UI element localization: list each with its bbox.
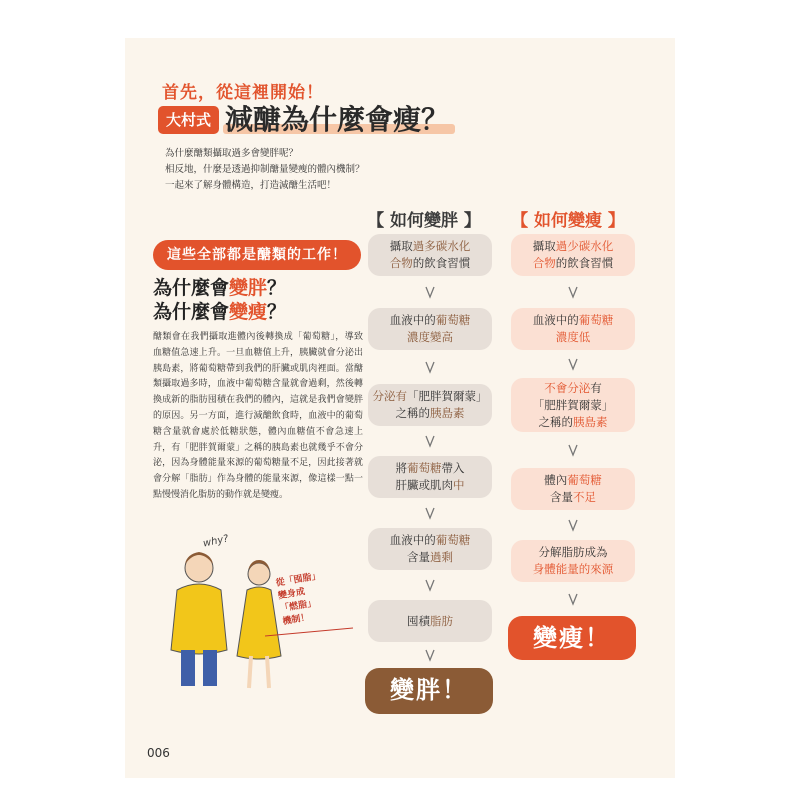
step-line [390, 532, 471, 549]
thin-step-box [511, 378, 635, 432]
step-text: 含量 [550, 490, 573, 504]
step-text: 血液中的 [532, 313, 579, 327]
step-line [407, 329, 453, 346]
step-text: 過多碳水化 [412, 239, 471, 253]
step-text: 葡萄糖 [567, 473, 602, 487]
down-arrow-icon [565, 284, 581, 300]
down-arrow-icon [422, 577, 438, 593]
step-text: 合物 [389, 256, 413, 270]
step-line [396, 477, 465, 494]
step-text: 「肥胖賀爾蒙」 [532, 397, 614, 412]
step-text: 「肥胖賀爾蒙」 [407, 389, 488, 403]
page-title: 減醣為什麼會瘦？ [225, 103, 450, 136]
down-arrow-icon [422, 359, 438, 375]
note-line: 變身成 [277, 587, 306, 602]
page-number: 006 [147, 746, 170, 760]
step-text: 含量 [407, 550, 430, 564]
note-line: 從「囤脂」 [275, 571, 322, 589]
step-line [533, 397, 614, 414]
down-arrow-icon [422, 505, 438, 521]
heading-text: ？ [267, 301, 287, 323]
step-text: 的飲食習慣 [555, 256, 614, 270]
heading-text: 為什麼會 [153, 301, 230, 323]
step-text: 脂肪 [430, 613, 453, 628]
down-arrow-icon [565, 442, 581, 458]
step-text: 身體能量的來源 [532, 562, 614, 576]
step-text: 的飲食習慣 [412, 256, 471, 270]
note-underline [265, 626, 355, 638]
mechanism-note [275, 570, 328, 629]
step-text: 過剩 [430, 550, 453, 564]
step-text: 葡萄糖 [435, 313, 471, 327]
down-arrow-icon [565, 356, 581, 372]
step-text: 過少碳水化 [555, 239, 614, 253]
step-line [390, 255, 471, 272]
note-line: 機制！ [281, 612, 311, 628]
step-text: 有 [590, 380, 602, 395]
intro-line: 為什麼醣類攝取過多會變胖呢？ [165, 148, 299, 159]
step-text: 濃度低 [555, 330, 591, 344]
step-line [544, 472, 602, 489]
heading-highlight: 變胖 [229, 277, 268, 299]
step-text: 合物 [532, 256, 556, 270]
how-to-lose-header: 【 如何變瘦 】 [511, 211, 625, 231]
step-text: 葡萄糖 [578, 313, 614, 327]
step-text: 之稱的 [395, 406, 430, 420]
fat-step-box [368, 308, 492, 350]
how-to-gain-header: 【 如何變胖 】 [367, 211, 481, 231]
step-line [407, 549, 453, 566]
step-text: 濃度變高 [407, 330, 453, 344]
step-text: 血液中的 [389, 313, 436, 327]
step-line [533, 238, 614, 255]
step-line [533, 561, 614, 578]
why-handwriting: why? [202, 533, 230, 550]
why-heading [153, 276, 286, 324]
step-line [539, 544, 608, 561]
step-line [396, 460, 465, 477]
step-text: 分泌有 [372, 389, 407, 403]
step-line [533, 255, 614, 272]
step-text: 胰島素 [573, 414, 608, 429]
step-line [396, 405, 465, 422]
thin-step-box [511, 540, 635, 582]
intro-text [165, 146, 365, 194]
step-text: 血液中的 [389, 533, 436, 547]
step-line [373, 388, 488, 405]
down-arrow-icon [422, 647, 438, 663]
step-text: 胰島素 [430, 406, 465, 420]
down-arrow-icon [422, 433, 438, 449]
step-line [407, 613, 453, 630]
down-arrow-icon [422, 284, 438, 300]
fat-step-box [368, 234, 492, 276]
heading-highlight: 變瘦 [229, 301, 268, 323]
intro-line: 一起來了解身體構造，打造減醣生活吧！ [165, 180, 337, 191]
heading-text: 為什麼會 [153, 277, 230, 299]
thin-step-box [511, 234, 635, 276]
step-text: 囤積 [407, 613, 430, 628]
step-text: 葡萄糖 [407, 461, 442, 475]
fat-step-box [368, 600, 492, 642]
down-arrow-icon [565, 591, 581, 607]
step-text: 將 [395, 461, 407, 475]
step-line [550, 489, 596, 506]
step-text: 葡萄糖 [435, 533, 471, 547]
intro-line: 相反地，什麼是透過抑制醣量變瘦的體內機制？ [165, 164, 365, 175]
fat-step-box [368, 456, 492, 498]
heading-text: ？ [267, 277, 287, 299]
step-line [544, 380, 602, 397]
step-text: 帶入 [441, 461, 465, 475]
thin-step-box [511, 308, 635, 350]
step-text: 分解脂肪成為 [538, 545, 608, 559]
step-text: 中 [453, 478, 465, 492]
step-line [390, 312, 471, 329]
step-text: 不會分泌 [544, 380, 591, 395]
author-badge: 大村式 [158, 106, 219, 134]
step-line [539, 414, 608, 431]
fat-step-box [368, 528, 492, 570]
step-text: 肝臟或肌肉 [395, 478, 453, 492]
step-text: 之稱的 [538, 414, 573, 429]
step-text: 攝取 [532, 239, 556, 253]
step-line [390, 238, 471, 255]
step-text: 攝取 [389, 239, 413, 253]
thin-step-box [511, 468, 635, 510]
fat-step-box [368, 384, 492, 426]
carb-work-banner: 這些全部都是醣類的工作！ [153, 240, 361, 270]
gain-result: 變胖！ [365, 668, 493, 714]
page-subtitle: 首先，從這裡開始！ [162, 83, 324, 103]
book-page [125, 38, 675, 778]
note-line: 「燃脂」 [279, 598, 317, 615]
step-text: 不足 [573, 490, 596, 504]
lose-result: 變瘦！ [508, 616, 636, 660]
down-arrow-icon [565, 517, 581, 533]
step-text: 體內 [544, 473, 568, 487]
explanation-paragraph: 醣類會在我們攝取進體內後轉換成「葡萄糖」，導致血糖值急速上升。一旦血糖值上升，胰臟就會分泌出胰島素，將葡萄糖帶到我們的肝臟或肌肉裡面。當醣類攝取過多時，血液中葡萄糖含量就會過剩，然後轉換成新的脂肪囤積在我們的體內，這就是我們會變胖的原因。另一方面，進行減醣飲食時，血液中的葡萄糖含量就會處於低糖狀態，體內血糖值不會急速上升，有「肥胖賀爾蒙」之稱的胰島素也就幾乎不會分泌，因為身體能量來源的葡萄糖量不足，因此接著就會分解「脂肪」作為身體的能量來源，像這樣一點一點慢慢消化脂肪的動作就是變瘦。 [153, 332, 363, 500]
step-line [533, 312, 614, 329]
step-line [556, 329, 591, 346]
